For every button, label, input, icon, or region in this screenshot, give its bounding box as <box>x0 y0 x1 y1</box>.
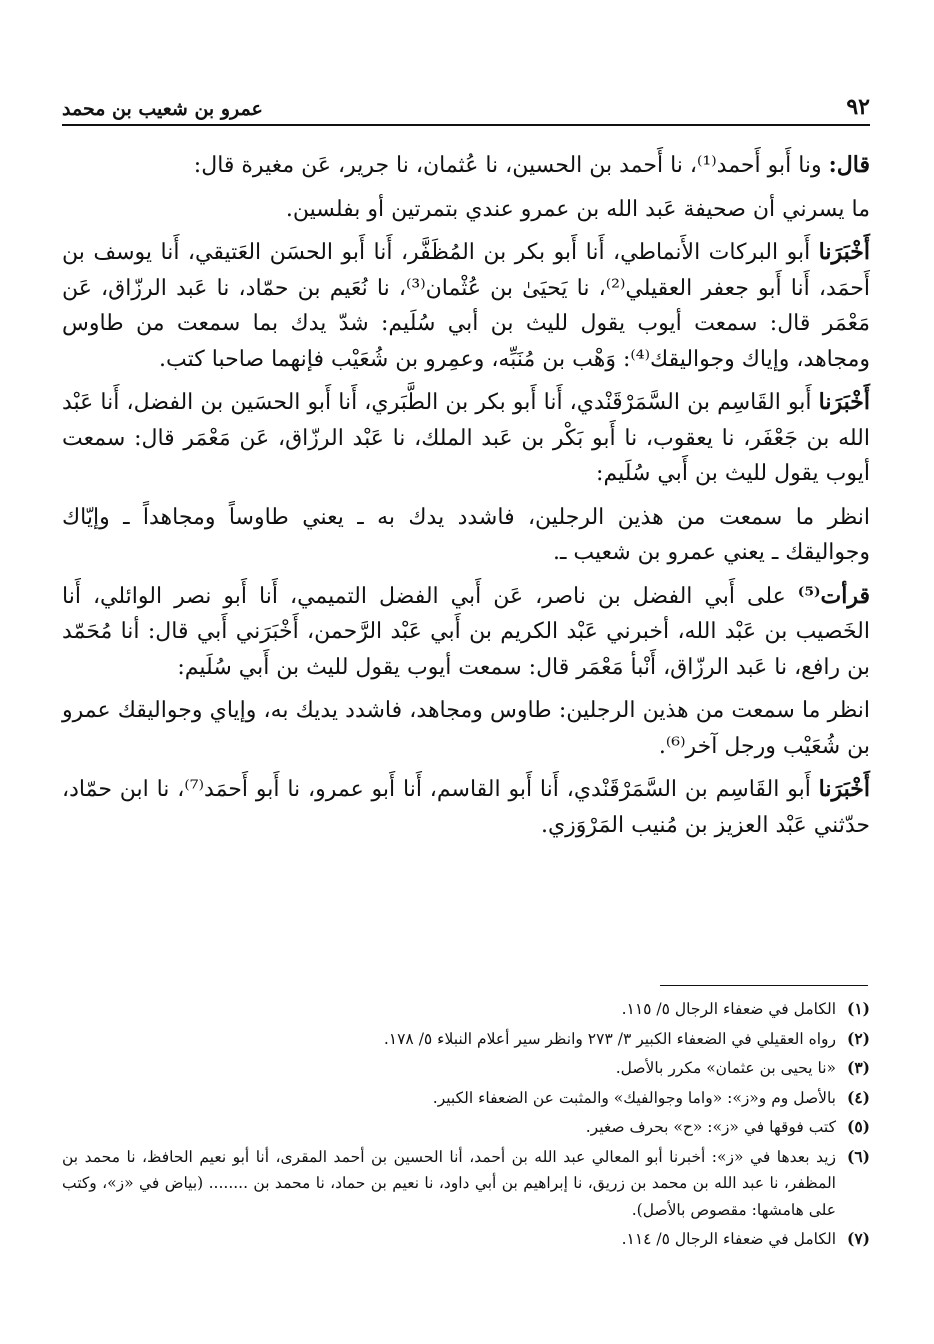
paragraph-7 <box>62 693 870 764</box>
paragraph-8 <box>62 772 870 843</box>
running-title: عمرو بن شعيب بن محمد <box>62 98 263 120</box>
footnote-text: «نا يحيى بن عثمان» مكرر بالأصل. <box>615 1059 836 1077</box>
footnote-number: (٥) <box>846 1117 870 1136</box>
paragraph-text: انظر ما سمعت من هذين الرجلين: طاوس ومجاهد، فاشدد يديك به، وإياي وجواليقك عمرو بن شُعَيْب ورجل آخر⁽⁶⁾. <box>62 698 870 759</box>
paragraph-text: أَبو البركات الأَنماطي، أَنا أَبو بكر بن المُظَفَّر، أَنا أَبو الحسَن العَتيقي، أَنا يوسف بن أَحمَد، أَنا أَبو جعفر العقيلي⁽²⁾، نا يَحيَىٰ بن عُثْمان⁽³⁾، نا نُعَيم بن حمّاد، نا عَبد الرزّاق، عَن مَعْمَر قال: سمعت أيوب يقول لليث بن أبي سُلَيم: شدّ يدك بما سمعت من طاوس ومجاهد، وإياك وجواليقك⁽⁴⁾: وَهْب بن مُنَبِّه، وعمِرو بن شُعَيْب فإنهما صاحبا كتب. <box>62 240 870 372</box>
footnote-text: الكامل في ضعفاء الرجال ٥/ ١١٥. <box>621 1000 836 1018</box>
footnote-divider <box>660 985 868 986</box>
footnote <box>62 996 870 1023</box>
paragraph-text: ونا أَبو أَحمد⁽¹⁾، نا أَحمد بن الحسين، نا عُثمان، نا جرير، عَن مغيرة قال: <box>193 153 822 178</box>
paragraph-text: انظر ما سمعت من هذين الرجلين، فاشدد يدك به ـ يعني طاوساً ومجاهداً ـ وإيّاك وجواليقك ـ يعني عمرو بن شعيب ـ. <box>62 504 870 565</box>
paragraph-text: أَبو القَاسِم بن السَّمَرْقَنْدي، أَنا أَبو القاسم، أَنا أَبو عمرو، نا أَبو أَحمَد⁽⁷⁾، نا ابن حمّاد، حدّثني عَبْد العزيز بن مُنيب المَرْوَزي. <box>62 777 870 838</box>
page-number: ٩٢ <box>846 94 870 120</box>
paragraph-5 <box>62 500 870 571</box>
footnote-text: الكامل في ضعفاء الرجال ٥/ ١١٤. <box>621 1230 836 1248</box>
footnote <box>62 1114 870 1141</box>
footnote-number: (١) <box>846 999 870 1018</box>
paragraph-lead: أَخْبَرَنا <box>818 389 870 415</box>
footnote <box>62 1055 870 1082</box>
footnote <box>62 1026 870 1053</box>
footnote-number: (٤) <box>846 1087 870 1107</box>
paragraph-6 <box>62 579 870 686</box>
paragraph-2 <box>62 192 870 228</box>
paragraph-4 <box>62 385 870 492</box>
footnote-text: بالأصل وم و«ز»: «واما وجوالفيك» والمثبت عن الضعفاء الكبير. <box>432 1088 836 1107</box>
paragraph-1 <box>62 148 870 184</box>
footnote-text: رواه العقيلي في الضعفاء الكبير ٣/ ٢٧٣ وانظر سير أعلام النبلاء ٥/ ١٧٨. <box>383 1029 836 1048</box>
footnote <box>62 1226 870 1253</box>
footnote-number: (٣) <box>846 1058 870 1077</box>
footnote-number: (٦) <box>846 1146 870 1166</box>
footnotes <box>62 996 870 1256</box>
footnote-text: زيد بعدها في «ز»: أخبرنا أبو المعالي عبد الله بن أحمد، أنا الحسين بن أحمد المقرى، أنا أبو نعيم الحافظ، نا محمد بن المظفر، نا عبد الله بن محمد بن زريق، نا إبراهيم بن أبي داود، نا نعيم بن حماد، نا محمد بن ........ (بياض في «ز»، وكتب على هامشها: مقصوص بالأصل). <box>62 1147 836 1219</box>
paragraph-text: أَبو القَاسِم بن السَّمَرْقَنْدي، أَنا أَبو بكر بن الطَّبَري، أَنا أَبو الحسَين بن الفضل، أَنا عَبْد الله بن جَعْفَر، نا يعقوب، نا أَبو بَكْر بن عَبد الملك، نا عَبْد الرزّاق، عَن مَعْمَر قال: سمعت أيوب يقول لليث بن أَبي سُلَيم: <box>62 390 870 486</box>
paragraph-3 <box>62 235 870 377</box>
footnote <box>62 1144 870 1224</box>
footnote-text: كتب فوقها في «ز»: «ح» بحرف صغير. <box>585 1118 836 1136</box>
paragraph-lead: أَخْبَرَنا <box>818 776 870 802</box>
paragraph-lead: أَخْبَرَنا <box>818 239 870 265</box>
footnote-number: (٢) <box>846 1028 870 1048</box>
paragraph-lead: قرأت⁽⁵⁾ <box>797 582 870 609</box>
main-text <box>62 148 870 851</box>
paragraph-text: ما يسرني أن صحيفة عَبد الله بن عمرو عندي بتمرتين أو بفلسين. <box>285 196 870 222</box>
footnote <box>62 1085 870 1112</box>
paragraph-lead: قال: <box>828 152 870 178</box>
footnote-number: (٧) <box>846 1229 870 1248</box>
page-header <box>62 84 870 126</box>
paragraph-text: على أَبي الفضل بن ناصر، عَن أَبي الفضل التميمي، أَنا أَبو نصر الوائلي، أَنا الخَصيب بن عَبْد الله، أخبرني عَبْد الكريم بن أَبي عَبْد الرَّحمن، أَخْبَرَني أَبي قال: أنا مُحَمّد بن رافع، نا عَبد الرزّاق، أَنْبأ مَعْمَر قال: سمعت أيوب يقول لليث بن أَبي سُلَيم: <box>62 583 870 680</box>
